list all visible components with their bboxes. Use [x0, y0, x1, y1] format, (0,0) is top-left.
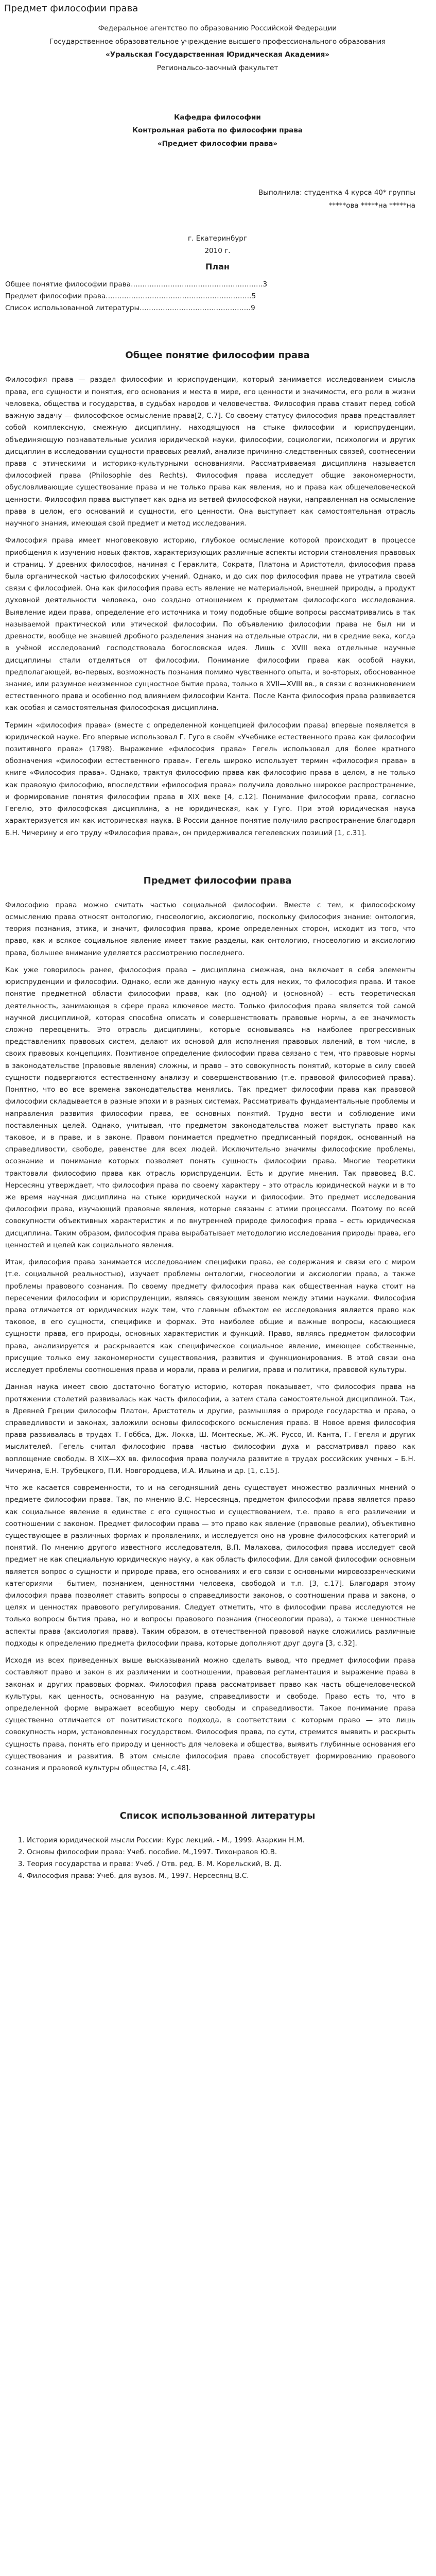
- document-title: Предмет философии права: [4, 3, 138, 14]
- work-type: Контрольная работа по философии права: [132, 126, 303, 135]
- paragraph: Философию права можно считать частью социальной философии. Вместе с тем, к философскому осмыслению права относят онтологию, гносеологию, аксиологию, поскольку философия знание: онтология, теория познания, этика, и значит, философия права, кроме определенных сторон, исходит из того, что право, как и всякое социальное явление имеет такие разделы, как онтологию, гносеологию и аксиологию права, большее внимание уделяется рассмотрению последнего.: [5, 901, 415, 957]
- paragraph: Философия права имеет многовековую историю, глубокое осмысление которой происходит в процессе приобщения к изучению новых фактов, характеризующих различные аспекты истории становления правовых и страниц. У древних философов, начиная с Гераклита, Сократа, Платона и Аристотеля, философия права была органической частью философских учений. Однако, и до сих пор философия права не утратила своей связи с философией. Она как философия права есть явление не материальной, внешней природы, а продукт духовной деятельности человека, оно создано отношением к предметам философского исследования. Выявление идеи права, определение его источника и тому подобные общие вопросы рассматривались в так называемой практической или этической философии. По объявлению философии права не был ни и древности, вообще не знавшей дробного разделения знания на отдельные отрасли, ни в средние века, когда в учёной исследований господствовала богословская идея. Лишь с XVIII века отдельные научные дисциплины стали отделяться от философии. Понимание философии права как особой науки, предполагающей, во-первых, возможность познания помимо чувственного опыта, и во-вторых, обоснованное знание, или разумное неизменное сущностное бытие права, только в XVII—XVIII вв., в связи с возникновением естественного права и особенно под влиянием философии Канта. После Канта философия права развивается как особая и самостоятельная философская дисциплина.: [5, 536, 415, 713]
- section-heading: Общее понятие философии права: [125, 350, 310, 361]
- paragraph: Данная наука имеет свою достаточно богатую историю, которая показывает, что философия права на протяжении столетий развивалась как часть философии, а затем стала самостоятельной дисциплиной. Так, в Древней Греции философы Платон, Аристотель и другие, размышляя о природе государства и права, о справедливости и законах, заложили основы философского осмысления права. В Новое время философия права развивалась в трудах Т. Гоббса, Дж. Локка, Ш. Монтескье, Ж.-Ж. Руссо, И. Канта, Г. Гегеля и других мыслителей. Гегель считал философию права частью философии духа и рассматривал право как воплощение свободы. В XIX—XX вв. философия права получила развитие в трудах российских ученых – Б.Н. Чичерина, Е.Н. Трубецкого, П.И. Новгородцева, И.А. Ильина и др. [1, с.15].: [5, 1383, 415, 1475]
- toc-item: Предмет философии права………………………………………………………5: [5, 292, 256, 300]
- section-heading: Список использованной литературы: [119, 1810, 316, 1822]
- table-of-contents: [5, 279, 415, 314]
- toc-item: Список использованной литературы…………………………………………9: [5, 303, 255, 312]
- bibliography-item: 1. История юридической мысли России: Курс лекций. - М., 1999. Азаркин Н.М.: [27, 1835, 415, 1846]
- work-topic: «Предмет философии права»: [157, 139, 278, 148]
- bibliography-list: [15, 1835, 415, 1882]
- plan-title: План: [205, 261, 230, 272]
- department: Кафедра философии: [174, 113, 261, 122]
- academy-line: «Уральская Государственная Юридическая Академия»: [105, 50, 330, 59]
- author-block: [4, 187, 415, 212]
- agency-line: Федеральное агентство по образованию Российской Федерации: [98, 24, 337, 32]
- bibliography-item: 3. Теория государства и права: Учеб. / Отв. ред. В. М. Корельский, В. Д.: [27, 1858, 415, 1870]
- paragraph: Термин «философия права» (вместе с определенной концепцией философии права) впервые появляется в юридической науке. Его впервые использовал Г. Гуго в своём «Учебнике естественного права как философии позитивного права» (1798). Выражение «философия права» Гегель использовал для более кратного обозначения «философии естественного права». Гегель широко использует термин «философия права» в книге «Философия права». Однако, трактуя философию права как философию права в целом, а не только как правовую философию, впоследствии «философия права» получила довольно широкое распространение, и формирование понятия философии права в XIX веке [4, с.12]. Понимание философии права, согласно Гегелю, это философская дисциплина, а не юридическая, как у Гуго. При этой юридическая наука характеризуется им как историческая наука. В России данное понятие получило распространение благодаря Б.Н. Чичерину и его труду «Философия права», он придерживался гегелевских позиций [1, с.31].: [5, 721, 415, 837]
- city-name: г. Екатеринбург: [188, 234, 247, 243]
- bibliography-item: 2. Основы философии права: Учеб. пособие. М.,1997. Тихонравов Ю.В.: [27, 1846, 415, 1858]
- paragraph: Что же касается современности, то и на сегодняшний день существует множество различных мнений о предмете философии права. Так, по мнению В.С. Нерсесянца, предметом философии права является право как социальное явление в единстве с его сущностью и существованием, т.е. право в его различении и соотношении с законом. Предмет философии права — это право как явление (правовые реалии), объективно существующее в различных формах и проявлениях, и исследуется оно на уровне философских категорий и понятий. По мнению другого известного исследователя, В.П. Малахова, философия права исследует свой предмет не как специальную юридическую науку, а как область философии. Для самой философии основным является вопрос о сущности и природе права, его основаниях и его связи с основными мировоззренческими категориями – бытием, познанием, ценностями человека, свободой и т.п. [3, с.17]. Благодаря этому философия права позволяет ставить вопросы о справедливости законов, о соотношении права и закона, о целях и ценностях правового регулирования. Следует отметить, что в философии права исследуются не только вопросы бытия права, но и вопросы правового познания (гносеологии права), а также ценностные аспекты права (аксиология права). Таким образом, в отечественной правовой науке сложились различные подходы к определению предмета философии права, которые дополняют друг друга [3, с.32].: [5, 1484, 415, 1648]
- city-block: [20, 232, 415, 258]
- author-name: *****ова *****на *****на: [328, 201, 415, 210]
- paragraph: Философия права — раздел философии и юриспруденции, который занимается исследованием смысла права, его сущности и понятия, его основания и места в мире, его ценности и значимости, его роли в жизни человека, общества и государства, в судьбах народов и человечества. Философия права ставит перед собой важную задачу — философское осмысление права[2, С.7]. Со своему статусу философия права представляет собой комплексную, смежную дисциплину, находящуюся на стыке философии и юриспруденции, объединяющую познавательные усилия юридической науки, философии, социологии, психологии и других дисциплин в исследовании сущности правовых реалий, анализе причинно-следственных связей, соотнесении права с этическими и историко-культурными основаниями. Рассматриваемая дисциплина называется философией права (Philosophie des Rechts). Философия права исследует общие закономерности, обусловливающие существование права и не только права как явления, но и права как общечеловеческой ценности. Философия права выступает как одна из ветвей философской науки, направленная на осмысление права в целом, его оснований и сущности, его ценности. Она выступает как самостоятельная отрасль научного знания, имеющая свой предмет и метод исследования.: [5, 376, 415, 528]
- title-block: [20, 111, 415, 151]
- year: 2010 г.: [204, 247, 231, 256]
- institution-type-line: Государственное образовательное учреждение высшего профессионального образования: [49, 37, 386, 46]
- paragraph: Как уже говорилось ранее, философия права – дисциплина смежная, она включает в себя элементы юриспруденции и философии. Однако, если же данную науку есть для неких, то философия права. И такое понятие предметной области философии права, как (по одной) и (основной) – есть теоретическая деятельность, занимающая в сфере права ключевое место. Только философия права является той самой научной дисциплиной, которая способна описать и совершенствовать правовые нормы, а ее значимость сложно переоценить. Это отрасль дисциплины, которые основываясь на наиболее прогрессивных представлениях правовых систем, делают их основой для исполнения правовых явлений, в том числе, в своих правовых концепциях. Позитивное определение философии права связано с тем, что правовые нормы в законодательстве (правовые явления) сложны, и право – это совокупность понятий, которые в силу своей сущности подвергаются естественному анализу и совершенствованию (т.е. правовой философией права). Понятно, что во все времена законодательства менялись. Так предмет философии права как правовой философии складывается в разные эпохи и в разных системах. Рассматривать фундаментальные проблемы и направления развития философии права, ее основных понятий. Трудно вести и соблюдение ими поставленных целей. Однако, учитывая, что предметом законодательства может выступать право как таковое, и в праве, и в законе. Правом понимается предметно предписанный порядок, основанный на справедливости, свободе, равенстве для всех людей. Исключительно значимы философские проблемы, осознание и понимание которых позволяет понять сущность философии права. Многие теоретики трактовали философию права как отрасль юриспруденции. Есть и другие мнения. Так правовед В.С. Нерсесянц утверждает, что философия права по своему характеру – это отрасль юридической науки и в то же время научная дисциплина на стыке юридической науки и философии. Это предмет исследования философии права, изучающий правовые явления, которые связаны с этими процессами. Поэтому по всей совокупности объективных характеристик и по внутренней природе философия права – есть юридическая дисциплина. Таким образом, философия права вырабатывает методологию исследования природы права, его ценностей и целей как социального явления.: [5, 965, 415, 1249]
- section-heading: Предмет философии права: [143, 875, 292, 886]
- faculty-line: Региональсо-заочный факультет: [156, 63, 278, 72]
- paragraph: Итак, философия права занимается исследованием специфики права, ее содержания и связи его с миром (т.е. социальной реальностью), изучает проблемы онтологии, гносеологии и аксиологии права, а также проблемы правового сознания. По своему предмету философия права как общественная наука стоит на пересечении философии и юриспруденции, являясь связующим звеном между этими науками. Философия права отличается от юридических наук тем, что главным объектом ее исследования является право как таковое, в его сущности, специфике и формах. Это наиболее общие и важные вопросы, касающиеся сущности права, его природы, основных характеристик и функций. Право, являясь предметом философии права, анализируется и раскрывается как специфическое социальное явление, имеющее собственные, присущие только ему закономерности существования, развития и функционирования. В этой связи она исследует проблемы соотношения права и морали, права и религии, права и политики, правовой культуры.: [5, 1258, 415, 1375]
- bibliography-item: 4. Философия права: Учеб. для вузов. М., 1997. Нерсесянц В.С.: [27, 1870, 415, 1882]
- author-line: Выполнила: студентка 4 курса 40* группы: [258, 189, 415, 197]
- toc-item: Общее понятие философии права…………………………………………………3: [5, 280, 268, 289]
- institution-header: [20, 22, 415, 75]
- paragraph: Исходя из всех приведенных выше высказываний можно сделать вывод, что предмет философии права составляют право и закон в их различении и соотношении, правовая регламентация и выражение права в законах и других правовых формах. Философия права рассматривает право как часть общечеловеческой культуры, как ценность, основанную на разуме, справедливости и свободе. Право есть то, что в определенной форме выражает всеобщую меру свободы и справедливости. Такое понимание права существенно отличается от позитивистского подхода, в соответствии с которым право — это лишь совокупность норм, установленных государством. Философия права, по сути, стремится выявить и раскрыть сущность права, понять его природу и ценность для человека и общества, выявить глубинные основания его существования и развития. В этом смысле философия права способствует формированию правового сознания и правовой культуры общества [4, с.48].: [5, 1656, 415, 1773]
